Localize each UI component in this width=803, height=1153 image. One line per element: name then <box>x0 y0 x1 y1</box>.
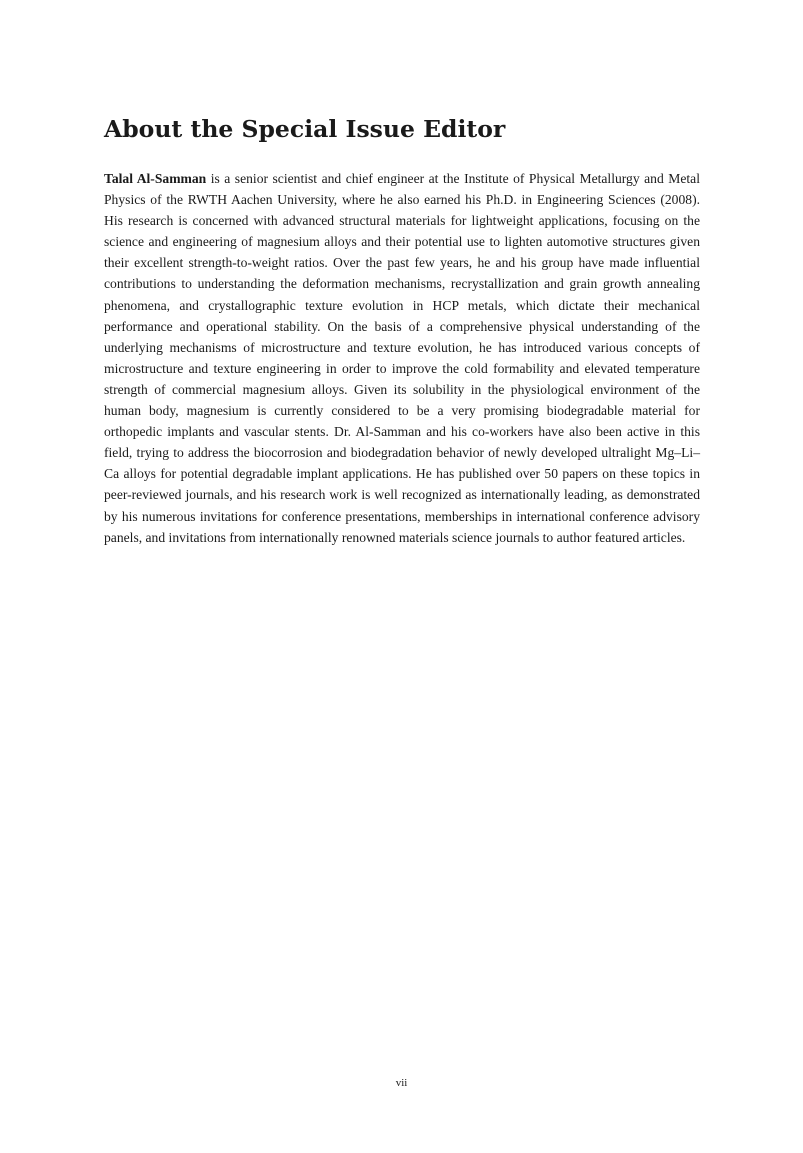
editor-name: Talal Al-Samman <box>104 171 207 186</box>
bio-paragraph <box>104 168 700 548</box>
bio-text: is a senior scientist and chief engineer at the Institute of Physical Metallurgy and Metal Physics of the RWTH Aachen University, where he also earned his Ph.D. in Engineering Sciences (2008). His research is concerned with advanced structural materials for lightweight applications, focusing on the science and engineering of magnesium alloys and their potential use to lighten automotive structures given their excellent strength-to-weight ratios. Over the past few years, he and his group have made influential contributions to understanding the deformation mechanisms, recrystallization and grain growth annealing phenomena, and crystallographic texture evolution in HCP metals, which dictate their mechanical performance and operational stability. On the basis of a comprehensive physical understanding of the underlying mechanisms of microstructure and texture evolution, he has introduced various concepts of microstructure and texture engineering in order to improve the cold formability and elevated temperature strength of commercial magnesium alloys. Given its solubility in the physiological environment of the human body, magnesium is currently considered to be a very promising biodegradable material for orthopedic implants and vascular stents. Dr. Al-Samman and his co-workers have also been active in this field, trying to address the biocorrosion and biodegradation behavior of newly developed ultralight Mg–Li–Ca alloys for potential degradable implant applications. He has published over 50 papers on these topics in peer-reviewed journals, and his research work is well recognized as internationally leading, as demonstrated by his numerous invitations for conference presentations, memberships in international conference advisory panels, and invitations from internationally renowned materials science journals to author featured articles. <box>104 171 700 545</box>
page-content <box>104 112 700 548</box>
page-number: vii <box>395 1077 408 1089</box>
page-title: About the Special Issue Editor <box>104 115 506 143</box>
